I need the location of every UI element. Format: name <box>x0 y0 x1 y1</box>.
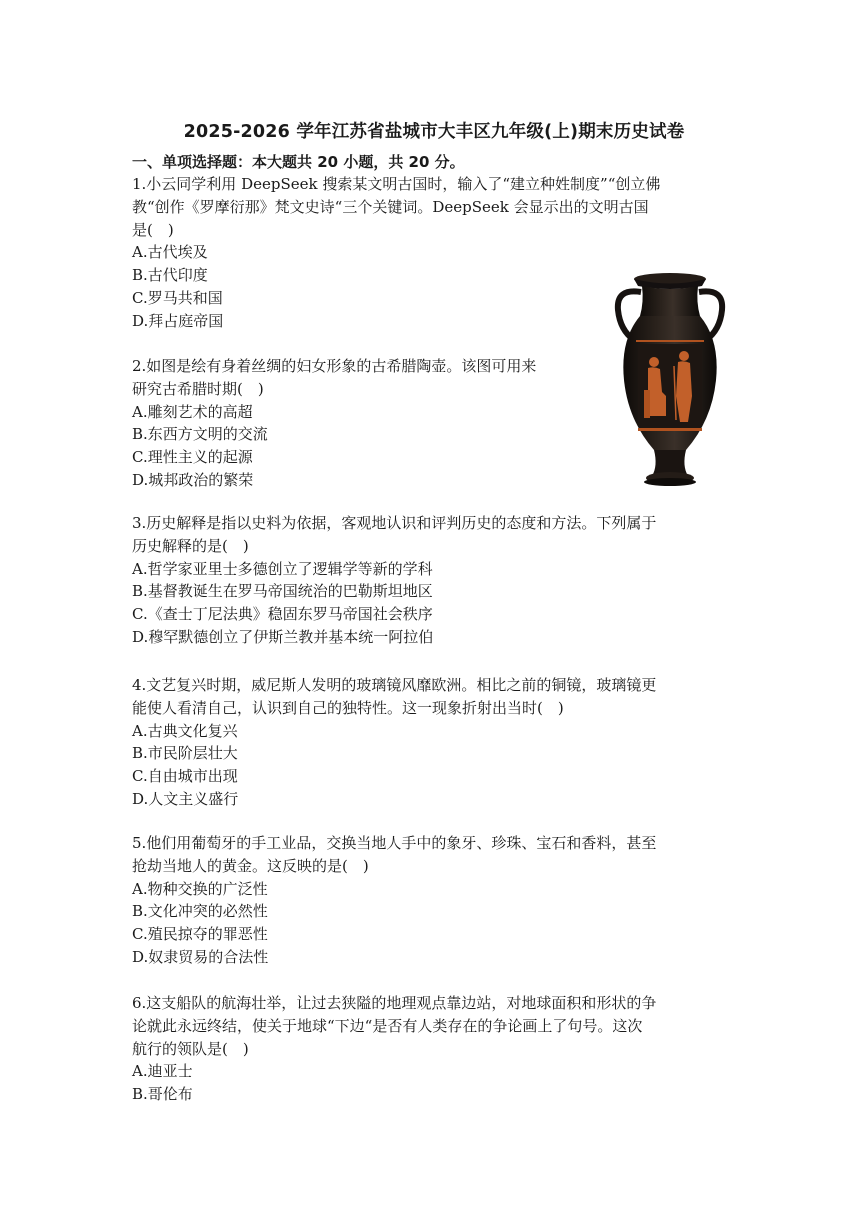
exam-title: 2025-2026 学年江苏省盐城市大丰区九年级(上)期末历史试卷 <box>183 122 685 142</box>
question-line: 3.历史解释是指以史料为依据，客观地认识和评判历史的态度和方法。下列属于 <box>132 514 657 532</box>
option-d: D.城邦政治的繁荣 <box>132 470 254 489</box>
option-c: C.《查士丁尼法典》稳固东罗马帝国社会秩序 <box>132 605 433 624</box>
option-c: C.自由城市出现 <box>132 767 238 786</box>
question-6 <box>132 992 742 1106</box>
option-a: A.哲学家亚里士多德创立了逻辑学等新的学科 <box>132 559 433 578</box>
option-d: D.穆罕默德创立了伊斯兰教并基本统一阿拉伯 <box>132 627 434 646</box>
question-3 <box>132 512 742 649</box>
option-b: B.基督教诞生在罗马帝国统治的巴勒斯坦地区 <box>132 582 433 601</box>
option-a: A.古典文化复兴 <box>132 721 238 740</box>
option-a: A.物种交换的广泛性 <box>132 879 268 898</box>
option-b: B.古代印度 <box>132 266 208 285</box>
question-line: 4.文艺复兴时期，威尼斯人发明的玻璃镜风靡欧洲。相比之前的铜镜，玻璃镜更 <box>132 676 657 694</box>
option-d: D.人文主义盛行 <box>132 789 239 808</box>
option-b: B.文化冲突的必然性 <box>132 902 268 921</box>
option-c: C.殖民掠夺的罪恶性 <box>132 925 268 944</box>
question-line: 论就此永远终结，使关于地球“下边“是否有人类存在的争论画上了句号。这次 <box>132 1016 643 1035</box>
question-line: 研究古希腊时期( ) <box>132 379 264 398</box>
option-a: A.迪亚士 <box>132 1062 193 1081</box>
question-line: 是( ) <box>132 220 174 239</box>
question-line: 5.他们用葡萄牙的手工业品，交换当地人手中的象牙、珍珠、宝石和香料，甚至 <box>132 834 657 852</box>
section-heading: 一、单项选择题：本大题共 20 小题，共 20 分。 <box>132 153 465 171</box>
question-line: 能使人看清自己，认识到自己的独特性。这一现象折射出当时( ) <box>132 698 564 717</box>
greek-amphora-image <box>610 270 730 492</box>
option-a: A.雕刻艺术的高超 <box>132 402 253 421</box>
question-line: 2.如图是绘有身着丝绸的妇女形象的古希腊陶壶。该图可用来 <box>132 357 537 375</box>
question-line: 历史解释的是( ) <box>132 536 249 555</box>
option-b: B.东西方文明的交流 <box>132 425 268 444</box>
option-c: C.理性主义的起源 <box>132 448 253 467</box>
question-5 <box>132 832 742 969</box>
question-2 <box>132 355 602 492</box>
option-c: C.罗马共和国 <box>132 288 223 307</box>
question-4 <box>132 674 742 811</box>
option-b: B.哥伦布 <box>132 1085 193 1104</box>
red-figure-scene <box>636 340 704 431</box>
option-d: D.拜占庭帝国 <box>132 311 224 330</box>
question-line: 1.小云同学利用 DeepSeek 搜索某文明古国时，输入了“建立种姓制度”“创立佛 <box>132 175 661 193</box>
question-line: 航行的领队是( ) <box>132 1039 249 1058</box>
question-line: 教“创作《罗摩衍那》梵文史诗“三个关键词。DeepSeek 会显示出的文明古国 <box>132 197 649 216</box>
option-b: B.市民阶层壮大 <box>132 744 238 763</box>
question-line: 6.这支船队的航海壮举，让过去狭隘的地理观点靠边站，对地球面积和形状的争 <box>132 994 657 1012</box>
option-a: A.古代埃及 <box>132 243 208 262</box>
option-d: D.奴隶贸易的合法性 <box>132 947 269 966</box>
question-line: 抢劫当地人的黄金。这反映的是( ) <box>132 856 369 875</box>
